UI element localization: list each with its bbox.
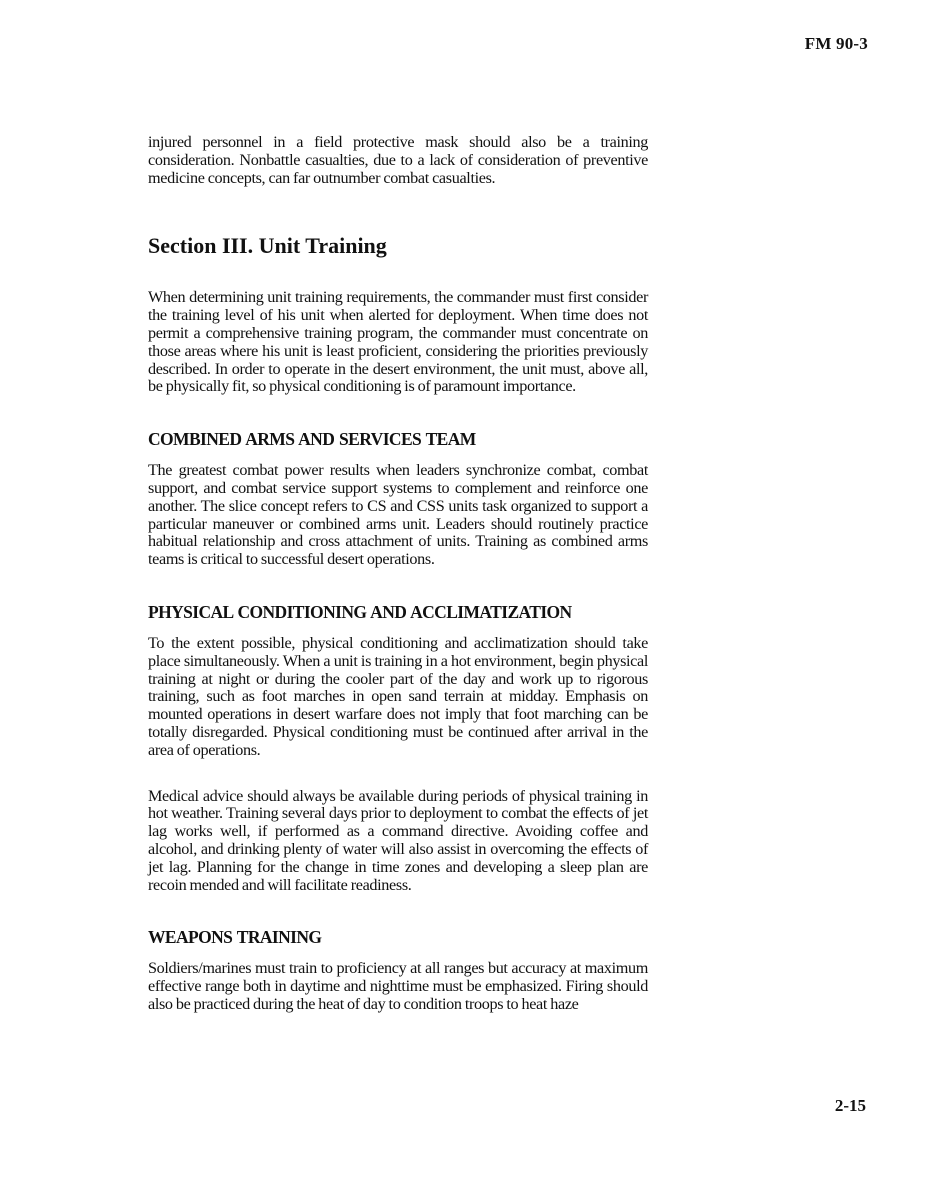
- section-title: Section III. Unit Training: [148, 233, 387, 259]
- subheading-weapons-training: WEAPONS TRAINING: [148, 927, 322, 948]
- weapons-training-paragraph: Soldiers/marines must train to proficiency at all ranges but accuracy at maximum effective range both in daytime and nighttime must be emphasized. Firing should also be practiced during the heat of day to condition troops to heat haze: [148, 959, 648, 1013]
- page-header-document-id: FM 90-3: [804, 34, 868, 53]
- physical-conditioning-paragraph-2: Medical advice should always be available during periods of physical training in hot weather. Training several days prior to deployment to combat the effects of jet lag works well, if performed as a command directive. Avoiding coffee and alcohol, and drinking plenty of water will also assist in overcoming the effects of jet lag. Planning for the change in time zones and developing a sleep plan are recoin mended and will facilitate readiness.: [148, 786, 648, 894]
- physical-conditioning-paragraph-1: To the extent possible, physical conditioning and acclimatization should take place simultaneously. When a unit is training in a hot environment, begin physical training at night or during the cooler part of the day and work up to rigorous training, such as foot marches in open sand terrain at midday. Emphasis on mounted operations in desert warfare does not imply that foot marching can be totally disregarded. Physical conditioning must be continued after arrival in the area of operations.: [148, 633, 648, 759]
- section-intro-paragraph: When determining unit training requirements, the commander must first consider the training level of his unit when alerted for deployment. When time does not permit a comprehensive training program, the commander must concentrate on those areas where his unit is least proficient, considering the priorities previously described. In order to operate in the desert environment, the unit must, above all, be physically fit, so physical conditioning is of paramount importance.: [148, 288, 648, 396]
- subheading-physical-conditioning: PHYSICAL CONDITIONING AND ACCLIMATIZATION: [148, 601, 572, 622]
- combined-arms-paragraph: The greatest combat power results when leaders synchronize combat, combat support, and combat service support systems to complement and reinforce one another. The slice concept refers to CS and CSS units task organized to support a particular maneuver or combined arms unit. Leaders should routinely practice habitual relationship and cross attachment of units. Training as combined arms teams is critical to successful desert operations.: [148, 461, 648, 569]
- page-body: [148, 134, 648, 1014]
- subheading-combined-arms: COMBINED ARMS AND SERVICES TEAM: [148, 429, 476, 450]
- page-number: 2-15: [834, 1096, 866, 1115]
- continued-paragraph: injured personnel in a field protective mask should also be a training consideration. Nonbattle casualties, due to a lack of consideration of preventive medicine concepts, can far outnumber combat casualties.: [148, 133, 648, 187]
